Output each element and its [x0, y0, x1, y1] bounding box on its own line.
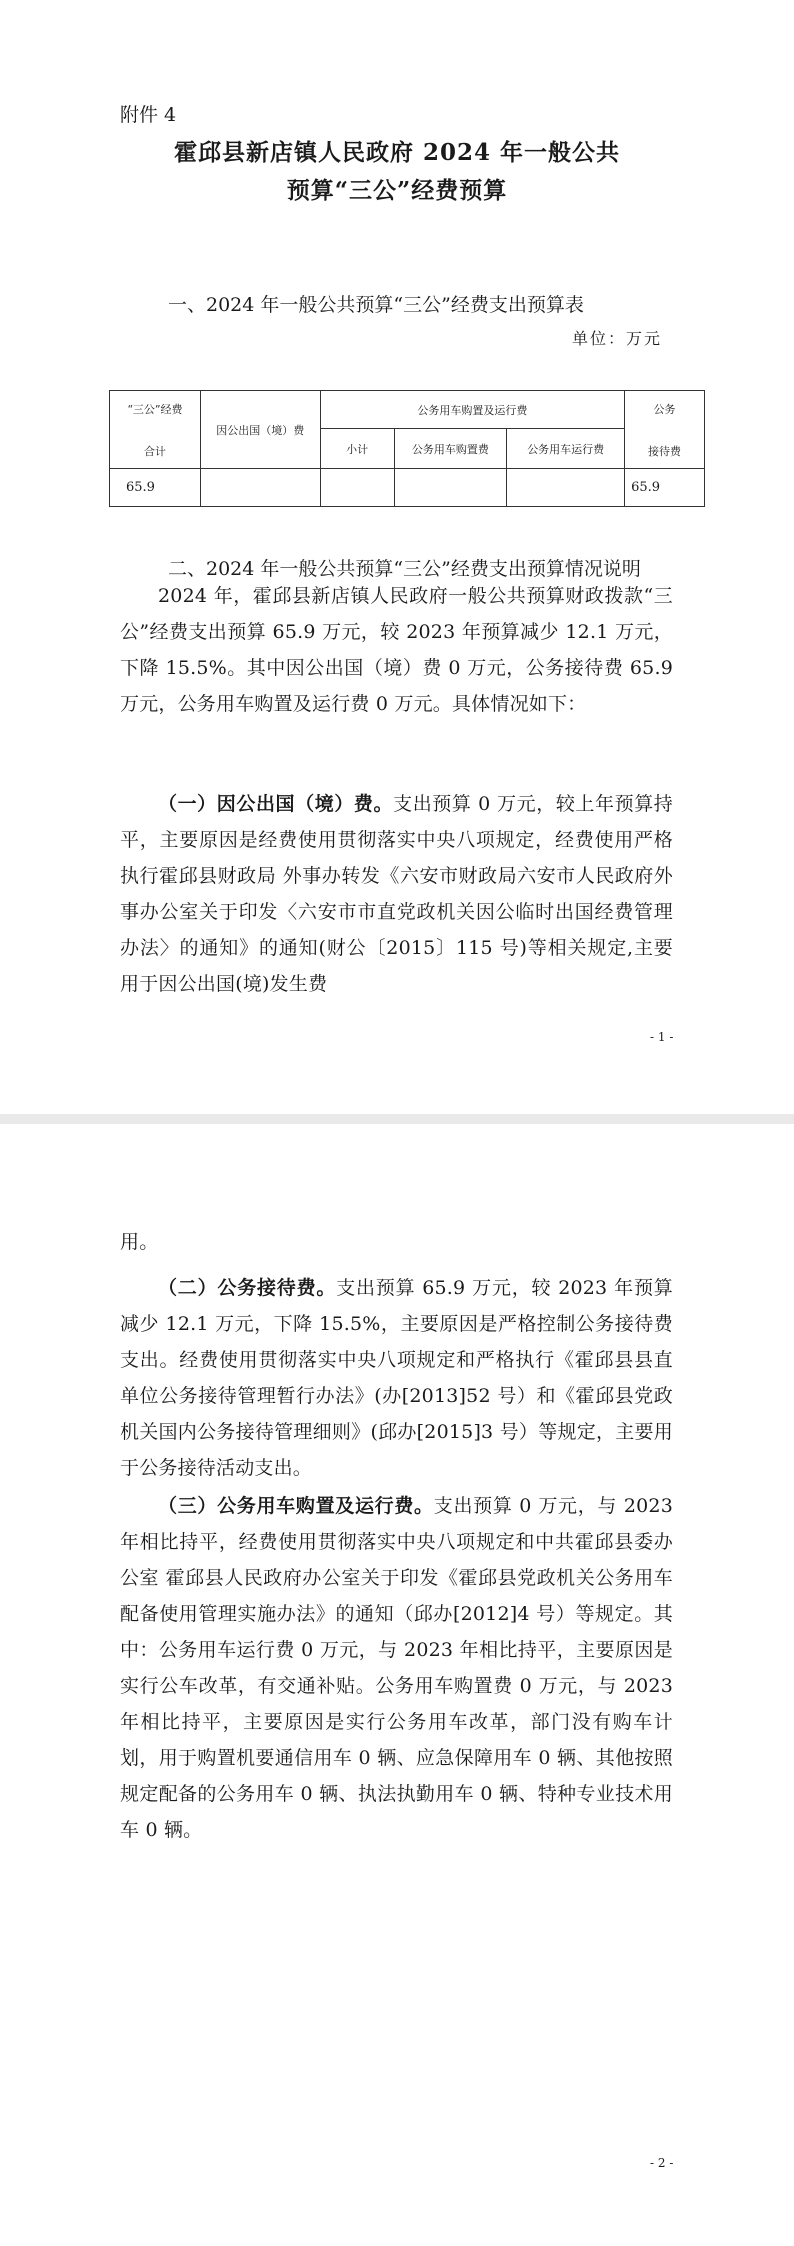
paragraph-vehicle-text: 支出预算 0 万元，与 2023 年相比持平，经费使用贯彻落实中央八项规定和中共霍邱县委办公室 霍邱县人民政府办公室关于印发《霍邱县党政机关公务用车配备使用管理实施办法》的通知（邱办[2012]4 号）等规定。其中：公务用车运行费 0 万元，与 2023 年相比持平，主要原因是实行公车改革，有交通补贴。公务用车购置费 0 万元，与 2023 年相比持平，主要原因是实行公务用车改革，部门没有购车计划，用于购置机要通信用车 0 辆、应急保障用车 0 辆、其他按照规定配备的公务用车 0 辆、执法执勤用车 0 辆、特种专业技术用车 0 辆。 — [120, 1495, 673, 1841]
document-page-1 — [0, 0, 794, 1114]
paragraph-reception-title: （二）公务接待费。 — [158, 1277, 337, 1299]
section-1-heading: 一、2024 年一般公共预算“三公”经费支出预算表 — [168, 294, 584, 316]
header-total-cell — [110, 391, 201, 469]
header-operation: 公务用车运行费 — [507, 429, 625, 469]
header-subtotal: 小计 — [320, 429, 394, 469]
paragraph-abroad-title: （一）因公出国（境）费。 — [158, 793, 394, 815]
header-reception-top: 公务 — [653, 402, 676, 416]
page-number-2: - 2 - — [650, 2156, 674, 2170]
document-title-line-1: 霍邱县新店镇人民政府 2024 年一般公共 — [173, 139, 621, 166]
header-total-top: “三公”经费 — [127, 402, 183, 416]
paragraph-reception — [120, 1270, 673, 1486]
paragraph-abroad-text: 支出预算 0 万元，较上年预算持平，主要原因是经费使用贯彻落实中央八项规定，经费使用严格执行霍邱县财政局 外事办转发《六安市财政局六安市人民政府外事办公室关于印发〈六安市市直党政机关因公临时出国经费管理办法〉的通知》的通知(财公〔2015〕115 号)等相关规定,主要用于因公出国(境)发生费 — [120, 793, 673, 995]
document-title-line-2: 预算“三公”经费预算 — [286, 177, 508, 204]
header-purchase: 公务用车购置费 — [394, 429, 507, 469]
unit-label: 单位：万元 — [572, 329, 663, 348]
cell-abroad — [200, 469, 320, 507]
attachment-label: 附件 4 — [120, 104, 177, 126]
paragraph-vehicle-title: （三）公务用车购置及运行费。 — [158, 1495, 434, 1517]
paragraph-reception-text: 支出预算 65.9 万元，较 2023 年预算减少 12.1 万元，下降 15.5%，主要原因是严格控制公务接待费支出。经费使用贯彻落实中央八项规定和严格执行《霍邱县县直单位公务接待管理暂行办法》(办[2013]52 号）和《霍邱县党政机关国内公务接待管理细则》(邱办[2015]3 号）等规定，主要用于公务接待活动支出。 — [120, 1277, 673, 1479]
cell-subtotal — [320, 469, 394, 507]
header-total-bottom: 合计 — [143, 444, 166, 458]
cell-reception: 65.9 — [625, 469, 705, 507]
cell-total: 65.9 — [110, 469, 201, 507]
header-abroad: 因公出国（境）费 — [200, 391, 320, 469]
paragraph-vehicle — [120, 1488, 673, 1848]
paragraph-abroad — [120, 786, 673, 1002]
cell-operation — [507, 469, 625, 507]
page-number-1: - 1 - — [650, 1030, 674, 1044]
table-row — [110, 469, 705, 507]
intro-paragraph: 2024 年，霍邱县新店镇人民政府一般公共预算财政拨款“三公”经费支出预算 65.9 万元，较 2023 年预算减少 12.1 万元，下降 15.5%。其中因公出国（境）费 0 万元，公务接待费 65.9 万元，公务用车购置及运行费 0 万元。具体情况如下： — [120, 585, 673, 715]
continuation-text: 用。 — [120, 1231, 159, 1253]
document-page-2 — [0, 1124, 794, 2246]
header-vehicle-group: 公务用车购置及运行费 — [320, 391, 624, 429]
header-reception-cell — [625, 391, 705, 469]
header-reception-bottom: 接待费 — [648, 444, 682, 458]
cell-purchase — [394, 469, 507, 507]
budget-table — [109, 390, 705, 507]
section-2-heading: 二、2024 年一般公共预算“三公”经费支出预算情况说明 — [168, 558, 641, 580]
